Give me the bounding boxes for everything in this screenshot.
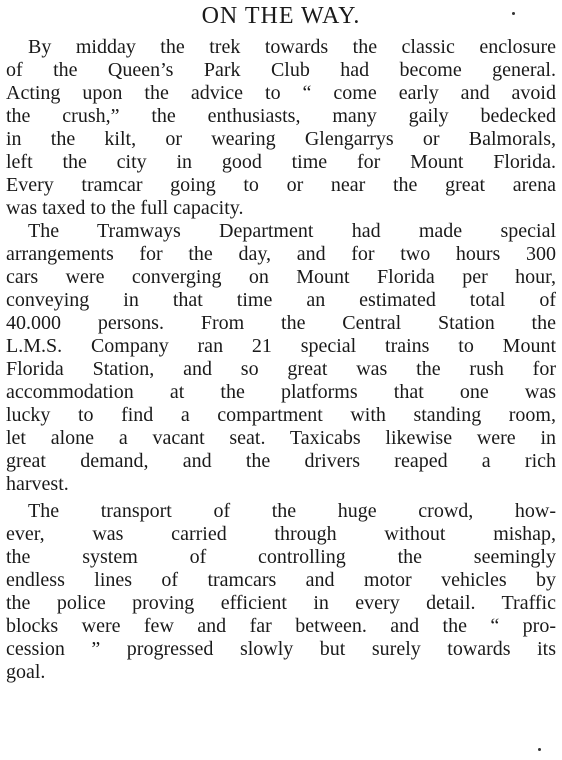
text-line: Florida Station, and so great was the rush for — [6, 358, 556, 380]
text-line: endless lines of tramcars and motor vehicles by — [6, 569, 556, 591]
text-line: blocks were few and far between. and the “ pro- — [6, 615, 556, 637]
text-line: was taxed to the full capacity. — [6, 197, 244, 219]
text-line: great demand, and the drivers reaped a rich — [6, 450, 556, 472]
text-line: accommodation at the platforms that one was — [6, 381, 556, 403]
paragraph-2 — [6, 220, 556, 496]
text-line: The Tramways Department had made special — [28, 220, 556, 242]
text-line: the crush,” the enthusiasts, many gaily bedecked — [6, 105, 556, 127]
text-line: cars were converging on Mount Florida per hour, — [6, 266, 556, 288]
text-line: Every tramcar going to or near the great arena — [6, 174, 556, 196]
text-line: conveying in that time an estimated total of — [6, 289, 556, 311]
text-line: lucky to find a compartment with standing room, — [6, 404, 556, 426]
text-line: 40.000 persons. From the Central Station the — [6, 312, 556, 334]
paragraph-1 — [6, 36, 556, 220]
paragraph-3 — [6, 500, 556, 684]
text-line: ever, was carried through without mishap, — [6, 523, 556, 545]
text-line: Acting upon the advice to “ come early and avoid — [6, 82, 556, 104]
text-line: cession ” progressed slowly but surely towards its — [6, 638, 556, 660]
headline: ON THE WAY. — [201, 3, 361, 29]
newspaper-article — [6, 0, 556, 760]
text-line: The transport of the huge crowd, how- — [28, 500, 556, 522]
text-line: the system of controlling the seemingly — [6, 546, 556, 568]
text-line: harvest. — [6, 473, 69, 495]
text-line: of the Queen’s Park Club had become general. — [6, 59, 556, 81]
text-line: in the kilt, or wearing Glengarrys or Balmorals, — [6, 128, 556, 150]
text-line: the police proving efficient in every detail. Traffic — [6, 592, 556, 614]
text-line: L.M.S. Company ran 21 special trains to Mount — [6, 335, 556, 357]
text-line: let alone a vacant seat. Taxicabs likewise were in — [6, 427, 556, 449]
text-line: left the city in good time for Mount Florida. — [6, 151, 556, 173]
text-line: By midday the trek towards the classic enclosure — [28, 36, 556, 58]
text-line: goal. — [6, 661, 46, 683]
print-speck — [538, 748, 541, 751]
text-line: arrangements for the day, and for two hours 300 — [6, 243, 556, 265]
print-speck — [512, 12, 515, 15]
